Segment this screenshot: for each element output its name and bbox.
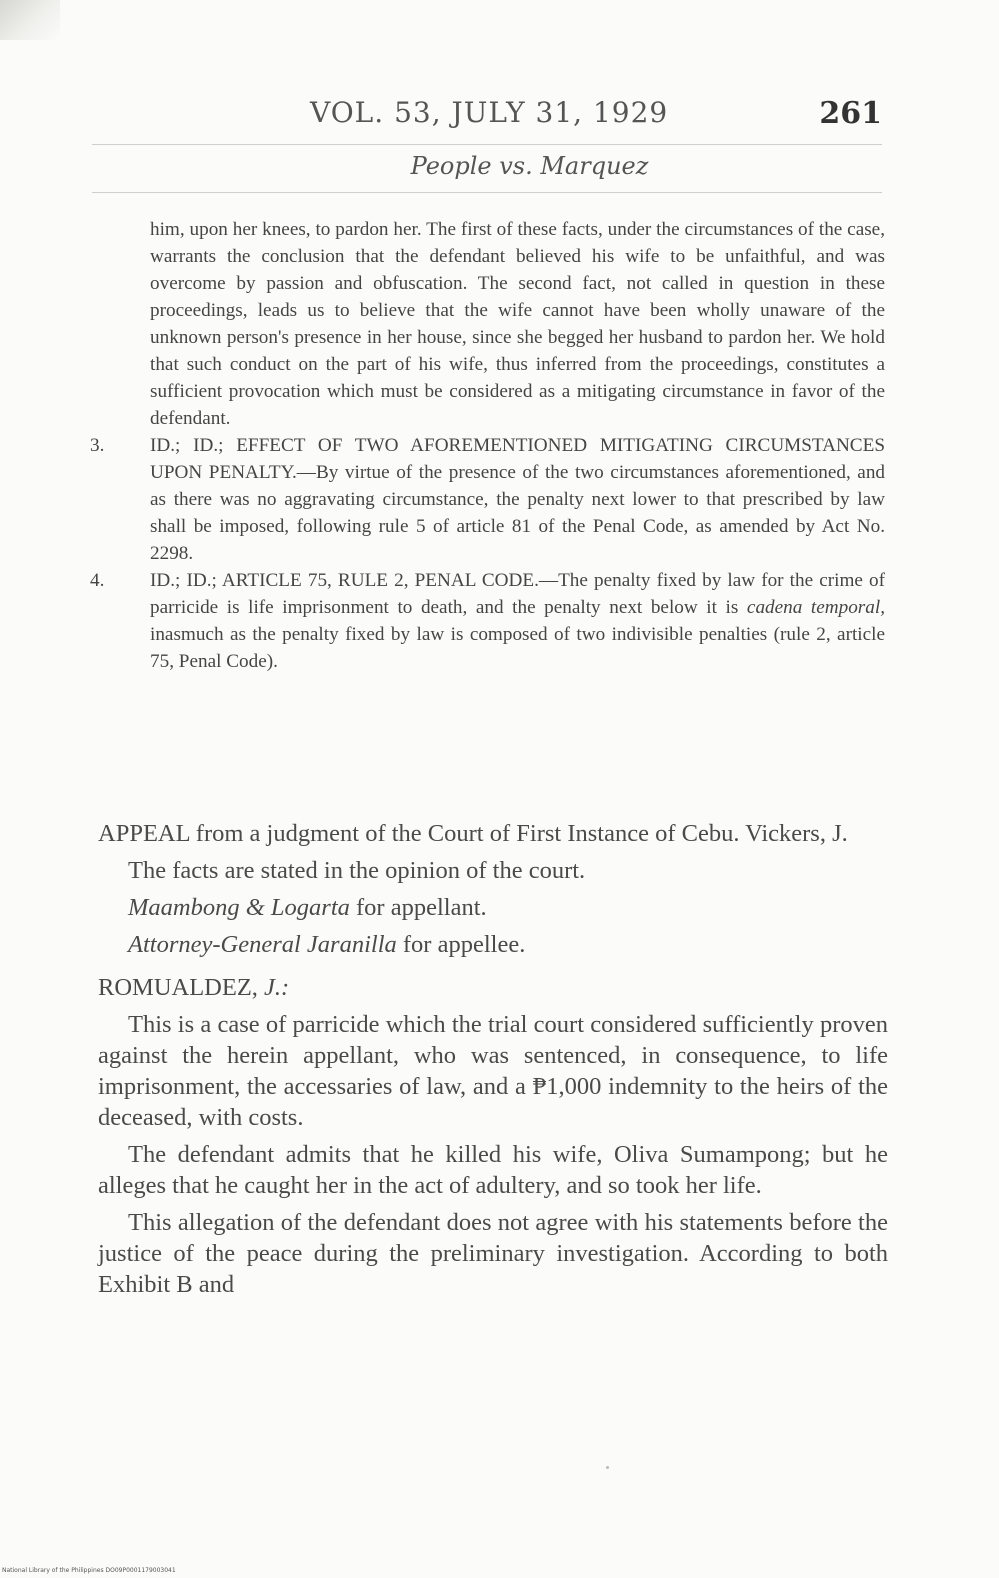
footer-archive-id: National Library of the Philippines DO09P0001179003041 [2, 1567, 176, 1574]
item-number: 3. [90, 435, 105, 456]
syllabus-continuation: him, upon her knees, to pardon her. The first of these facts, under the circumstances of the case, warrants the conclusion that the defendant believed his wife to be unfaithful, and was overcome by passion and obfuscation. The second fact, not called in question in these proceedings, leads us to believe that the wife cannot have been wholly unaware of the unknown person's presence in her house, since she begged her husband to pardon her. We hold that such conduct on the part of his wife, thus inferred from the proceedings, constitutes a sufficient provocation which must be considered as a mitigating circumstance in favor of the defendant. [150, 219, 885, 429]
counsel-name: Attorney-General Jaranilla [128, 931, 397, 958]
judge-name: ROMUALDEZ, [98, 974, 258, 1001]
appeal-line: APPEAL from a judgment of the Court of First Instance of Cebu. Vickers, J. [98, 820, 848, 847]
counsel-name: Maambong & Logarta [128, 894, 350, 921]
syllabus-item-3 [90, 432, 886, 567]
scan-corner-shade [0, 0, 60, 40]
ponente [98, 972, 888, 1003]
page-header [90, 96, 890, 146]
syllabus-item-4 [90, 567, 885, 675]
judge-suffix: J.: [257, 974, 290, 1001]
item-number: 4. [90, 570, 105, 591]
header-rule [92, 144, 882, 145]
running-title-rule [92, 192, 882, 193]
counsel-role: for appellee. [396, 931, 526, 958]
paragraph-3: This allegation of the defendant does not agree with his statements before the justice of the peace during the preliminary investigation. According to both Exhibit B and [98, 1209, 888, 1298]
counsel-role: for appellant. [349, 894, 487, 921]
item-text: —By virtue of the presence of the two circumstances aforementioned, and as there was no aggravating circumstance, the penalty next lower to that prescribed by law shall be imposed, following rule 5 of article 81 of the Penal Code, as amended by Act No. 2298. [150, 462, 886, 564]
running-title: People vs. Marquez [410, 152, 649, 180]
paragraph-1: This is a case of parricide which the trial court considered sufficiently proven against the herein appellant, who was sentenced, in consequence, to life imprisonment, the accessaries of law, and a ₱1,000 indemnity to the heirs of the deceased, with costs. [98, 1011, 888, 1131]
counsel-appellant [98, 892, 888, 923]
syllabus [90, 216, 886, 675]
item-text-italic: cadena temporal, [746, 597, 885, 618]
page-number: 261 [819, 96, 882, 131]
item-text-end: inasmuch as the penalty fixed by law is composed of two indivisible penalties (rule 2, article 75, Penal Code). [150, 624, 885, 672]
scan-speck [606, 1466, 609, 1469]
volume-date: VOL. 53, JULY 31, 1929 [310, 96, 669, 129]
facts-line: The facts are stated in the opinion of the court. [128, 857, 586, 884]
opinion-body [98, 818, 888, 1306]
paragraph-2: The defendant admits that he killed his wife, Oliva Sumampong; but he alleges that he caught her in the act of adultery, and so took her life. [98, 1141, 888, 1199]
item-heading: ID.; ID.; EFFECT OF TWO AFOREMENTIONED MITIGATING CIRCUMSTANCES UPON PENALTY. [150, 435, 885, 483]
item-heading: ID.; ID.; ARTICLE 75, RULE 2, PENAL CODE. [150, 570, 539, 591]
counsel-appellee [98, 929, 888, 960]
item-text: —The penalty fixed by law for the crime of parricide is life imprisonment to death, and the penalty next below it is [150, 570, 885, 618]
